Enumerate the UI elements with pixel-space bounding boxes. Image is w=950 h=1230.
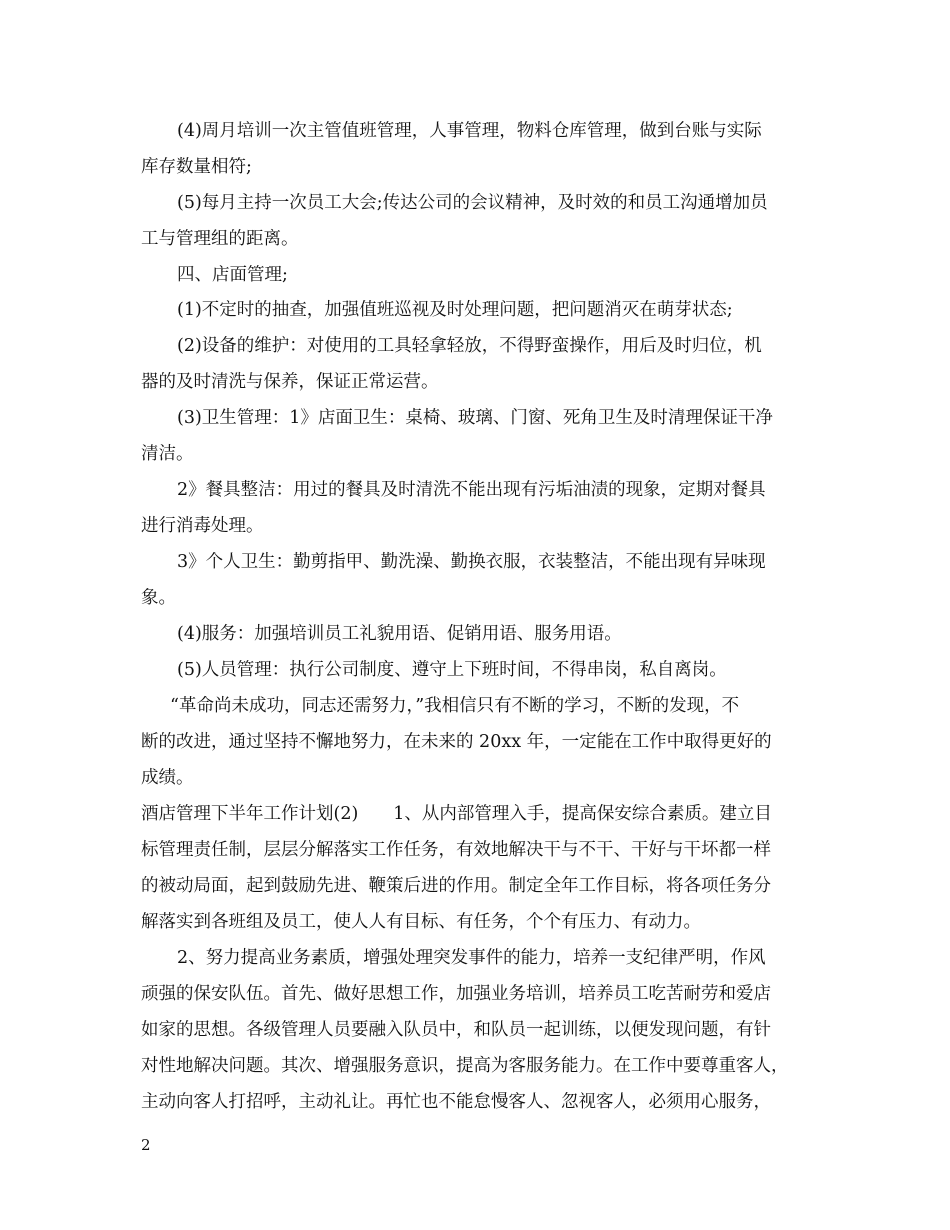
section-heading: 四、店面管理; xyxy=(177,265,288,285)
text-line: (3)卫生管理：1》店面卫生：桌椅、玻璃、门窗、死角卫生及时清理保证干净 xyxy=(177,408,773,428)
text-line: (4)周月培训一次主管值班管理，人事管理，物料仓库管理，做到台账与实际 xyxy=(177,121,762,141)
text-line: 主动向客人打招呼，主动礼让。再忙也不能怠慢客人、忽视客人，必须用心服务， xyxy=(141,1092,771,1112)
section-title-line: 酒店管理下半年工作计划(2) 1、从内部管理入手，提高保安综合素质。建立目 xyxy=(141,804,772,824)
text-line: 对性地解决问题。其次、增强服务意识，提高为客服务能力。在工作中要尊重客人， xyxy=(141,1056,789,1076)
text-line: 2、努力提高业务素质，增强处理突发事件的能力，培养一支纪律严明，作风 xyxy=(177,948,766,968)
text-line: 象。 xyxy=(141,588,176,608)
text-line: 解落实到各班组及员工，使人人有目标、有任务，个个有压力、有动力。 xyxy=(141,912,701,932)
text-line: “革命尚未成功，同志还需努力，”我相信只有不断的学习，不断的发现，不 xyxy=(170,696,740,716)
text-line: (1)不定时的抽查，加强值班巡视及时处理问题，把问题消灭在萌芽状态; xyxy=(177,300,733,320)
text-line: 工与管理组的距离。 xyxy=(141,229,299,249)
text-line: 进行消毒处理。 xyxy=(141,516,264,536)
text-line: 3》个人卫生：勤剪指甲、勤洗澡、勤换衣服，衣装整洁，不能出现有异味现 xyxy=(177,552,766,572)
text-line: 断的改进，通过坚持不懈地努力，在未来的 20xx 年，一定能在工作中取得更好的 xyxy=(141,732,772,752)
text-line: 2》餐具整洁：用过的餐具及时清洗不能出现有污垢油渍的现象，定期对餐具 xyxy=(177,480,766,500)
text-line: (4)服务：加强培训员工礼貌用语、促销用语、服务用语。 xyxy=(177,624,622,644)
text-line: 顽强的保安队伍。首先、做好思想工作，加强业务培训，培养员工吃苦耐劳和爱店 xyxy=(141,984,771,1004)
text-line: 库存数量相符; xyxy=(141,157,252,177)
text-line: (5)每月主持一次员工大会;传达公司的会议精神，及时效的和员工沟通增加员 xyxy=(177,193,768,213)
text-line: 的被动局面，起到鼓励先进、鞭策后进的作用。制定全年工作目标，将各项任务分 xyxy=(141,876,771,896)
text-line: 如家的思想。各级管理人员要融入队员中，和队员一起训练，以便发现问题，有针 xyxy=(141,1020,771,1040)
text-line: (2)设备的维护：对使用的工具轻拿轻放，不得野蛮操作，用后及时归位，机 xyxy=(177,336,762,356)
text-line: (5)人员管理：执行公司制度、遵守上下班时间，不得串岗，私自离岗。 xyxy=(177,660,727,680)
text-line: 清洁。 xyxy=(141,444,194,464)
page-number: 2 xyxy=(141,1136,151,1154)
text-line: 器的及时清洗与保养，保证正常运营。 xyxy=(141,372,439,392)
text-line: 成绩。 xyxy=(141,768,194,788)
text-line: 标管理责任制，层层分解落实工作任务，有效地解决干与不干、干好与干坏都一样 xyxy=(141,840,771,860)
